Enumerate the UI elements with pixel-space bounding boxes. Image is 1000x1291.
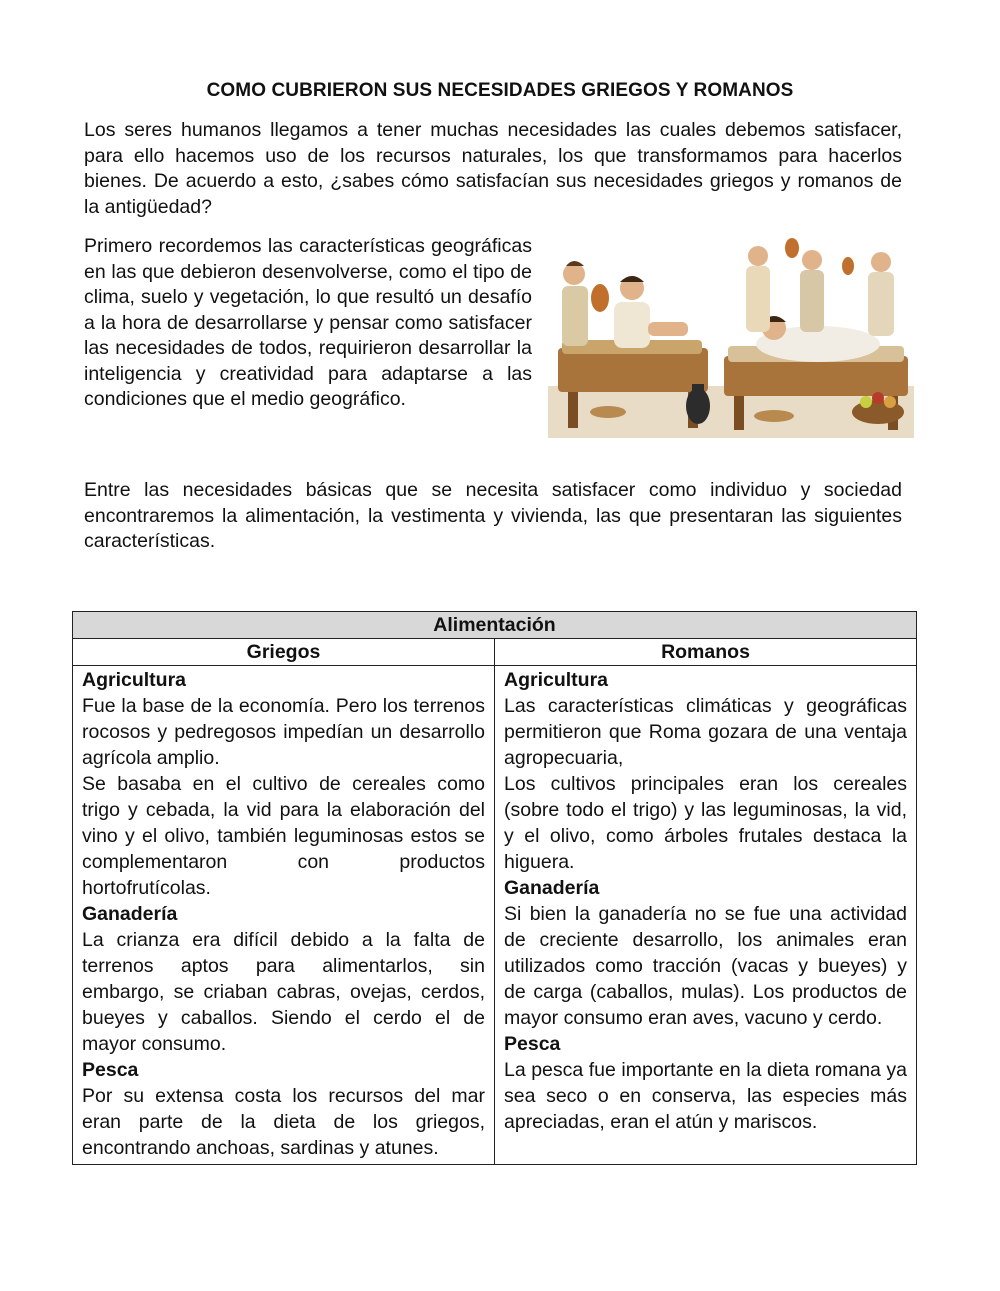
romans-livestock-title: Ganadería [504, 877, 600, 899]
greeks-livestock-title: Ganadería [82, 903, 178, 925]
intro-paragraph: Los seres humanos llegamos a tener muchas necesidades las cuales debemos satisfacer, para ello hacemos uso de los recursos naturales, los que transformamos para hacerlos bienes. De acuerdo a esto, ¿sabes cómo satisfacían sus necesidades griegos y romanos de la antigüedad? [84, 119, 902, 218]
greeks-livestock-text: La crianza era difícil debido a la falta de terrenos aptos para alimentarlos, sin embargo, se criaban cabras, ovejas, cerdos, bueyes y caballos. Siendo el cerdo el de mayor consumo. [82, 929, 485, 1055]
geography-paragraph: Primero recordemos las características geográficas en las que debieron desenvolverse, como el tipo de clima, suelo y vegetación, lo que resultó un desafío a la hora de desarrollarse y pensar como satisfacer las necesidades de todos, requirieron desarrollar la inteligencia y creatividad para adaptarse a las condiciones que el medio geográfico. [84, 235, 532, 410]
greek-roman-banquet-illustration [548, 236, 914, 438]
page-title: COMO CUBRIERON SUS NECESIDADES GRIEGOS Y ROMANOS [206, 80, 794, 101]
romans-agriculture-text-2: Los cultivos principales eran los cereales (sobre todo el trigo) y las leguminosas, la vid, y el olivo, como árboles frutales destaca la higuera. [504, 773, 907, 873]
needs-paragraph: Entre las necesidades básicas que se necesita satisfacer como individuo y sociedad encontraremos la alimentación, la vestimenta y vivienda, las que presentaran las siguientes características. [84, 479, 902, 552]
romans-livestock-text: Si bien la ganadería no se fue una actividad de creciente desarrollo, los animales eran utilizados como tracción (vacas y bueyes) y de carga (caballos, mulas). Los productos de mayor consumo eran aves, vacuno y cerdo. [504, 903, 907, 1029]
greeks-agriculture-text-2: Se basaba en el cultivo de cereales como trigo y cebada, la vid para la elaboración del vino y el olivo, también leguminosas estos se complementaron con productos hortofrutícolas. [82, 773, 485, 899]
greeks-cell [73, 666, 495, 1165]
food-table [72, 611, 917, 1165]
greeks-agriculture-text-1: Fue la base de la economía. Pero los terrenos rocosos y pedregosos impedían un desarrollo agrícola amplio. [82, 695, 485, 769]
romans-agriculture-text-1: Las características climáticas y geográficas permitieron que Roma gozara de una ventaja agropecuaria, [504, 695, 907, 769]
greeks-fishing-title: Pesca [82, 1059, 139, 1081]
table-heading: Alimentación [73, 612, 917, 639]
romans-cell [495, 666, 917, 1165]
greeks-column-header: Griegos [73, 639, 495, 666]
romans-agriculture-title: Agricultura [504, 669, 609, 691]
greeks-agriculture-title: Agricultura [82, 669, 187, 691]
romans-fishing-title: Pesca [504, 1033, 561, 1055]
romans-fishing-text: La pesca fue importante en la dieta romana ya sea seco o en conserva, las especies más apreciadas, eran el atún y mariscos. [504, 1059, 907, 1133]
greeks-fishing-text: Por su extensa costa los recursos del mar eran parte de la dieta de los griegos, encontrando anchoas, sardinas y atunes. [82, 1085, 485, 1159]
romans-column-header: Romanos [495, 639, 917, 666]
